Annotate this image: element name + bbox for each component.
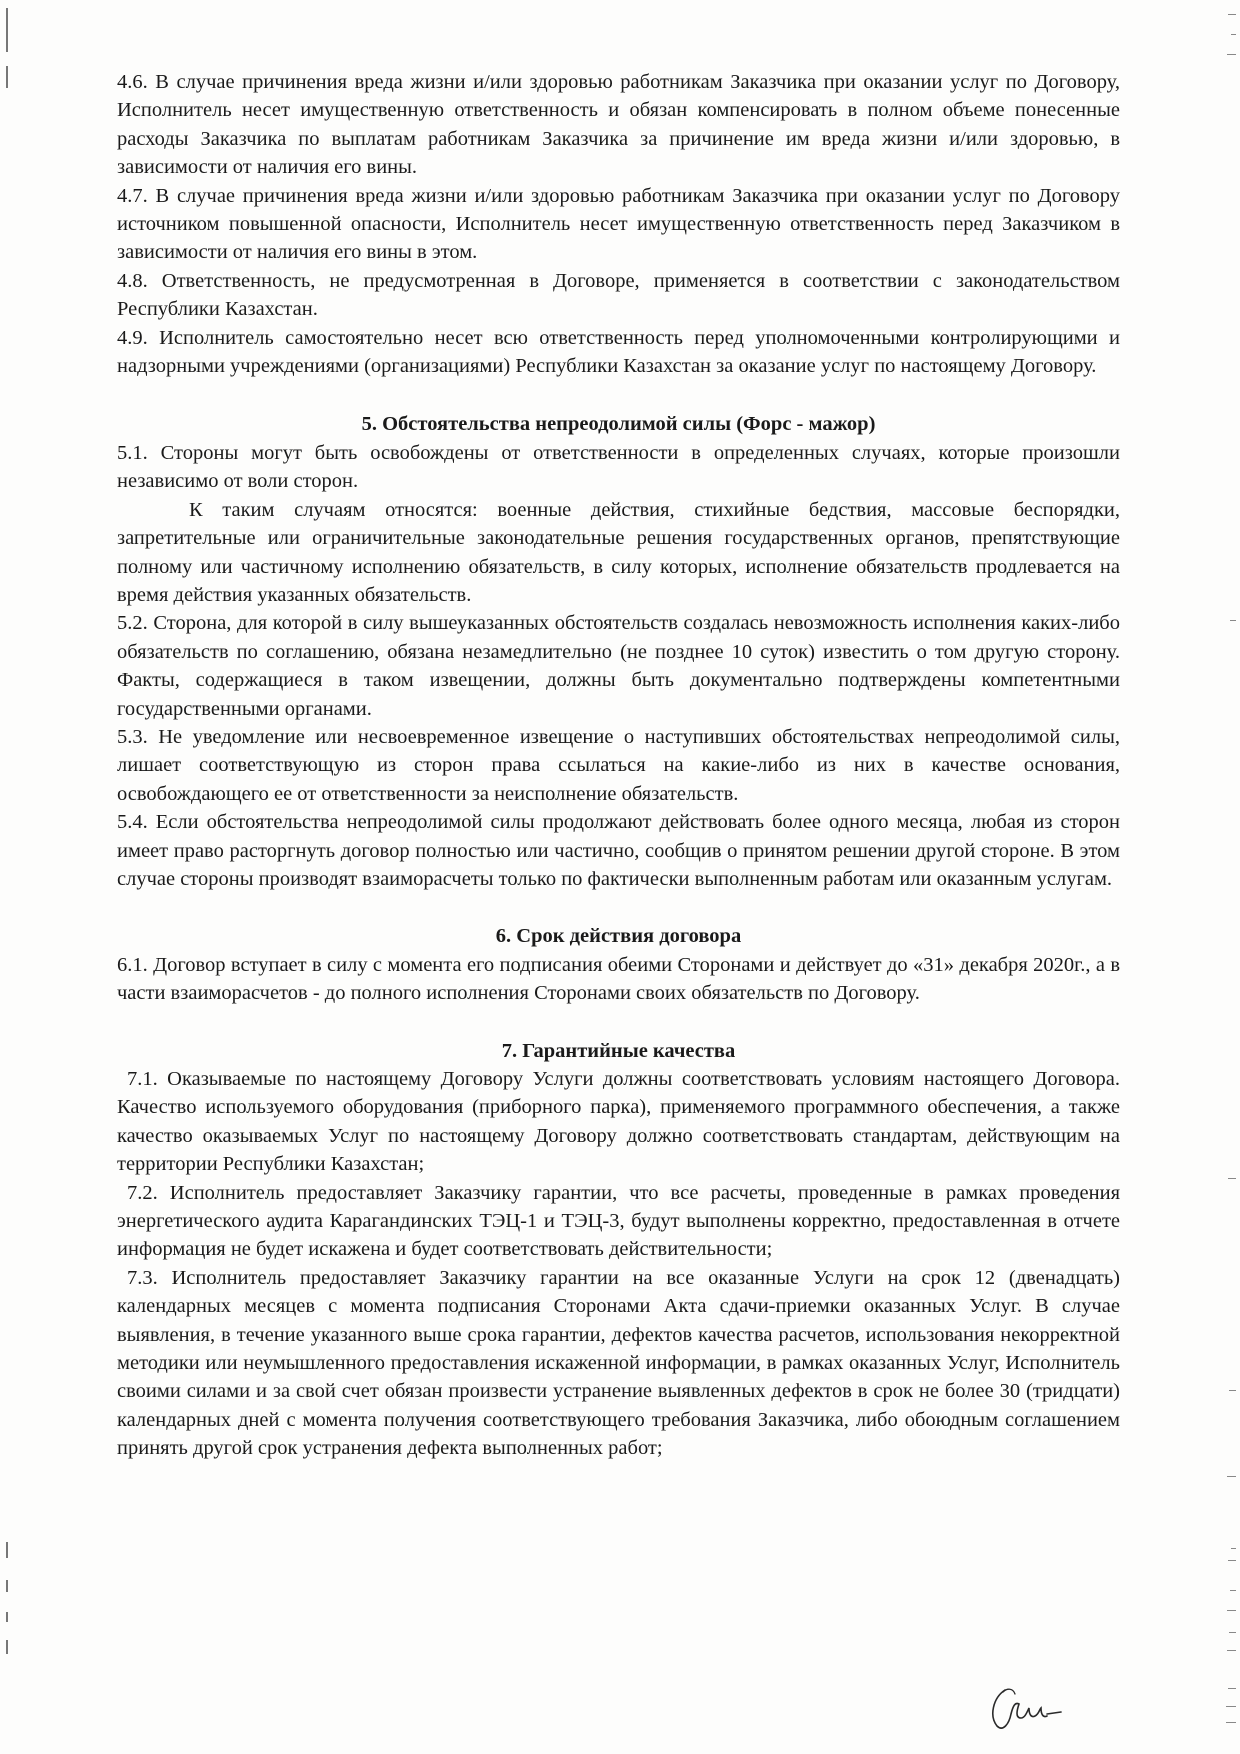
- document-body: [117, 68, 1120, 1463]
- clause-5-1-cases: К таким случаям относятся: военные действия, стихийные бедствия, массовые беспорядки, запретительные или ограничительные законодательные решения государственных органов, препятствующие полному или частичному исполнению обязательств, в силу которых, исполнение обязательств продлевается на время действия указанных обязательств.: [117, 498, 1120, 606]
- clause-6-1: 6.1. Договор вступает в силу с момента его подписания обеими Сторонами и действует до «31» декабря 2020г., а в части взаиморасчетов - до полного исполнения Сторонами своих обязательств по Договору.: [117, 953, 1120, 1005]
- section-5-heading: 5. Обстоятельства непреодолимой силы (Форс - мажор): [361, 413, 876, 436]
- clause-5-2: 5.2. Сторона, для которой в силу вышеуказанных обстоятельств создалась невозможность исполнения каких-либо обязательств по соглашению, обязана незамедлительно (не позднее 10 суток) известить о том другую сторону. Факты, содержащиеся в таком извещении, должны быть документально подтверждены компетентными государственными органами.: [117, 612, 1120, 720]
- scan-edge-right: [1222, 0, 1236, 1754]
- clause-4-8: 4.8. Ответственность, не предусмотренная в Договоре, применяется в соответствии с законодательством Республики Казахстан.: [117, 269, 1120, 321]
- section-7-heading: 7. Гарантийные качества: [501, 1039, 736, 1062]
- clause-4-7: 4.7. В случае причинения вреда жизни и/или здоровью работникам Заказчика при оказании услуг по Договору источником повышенной опасности, Исполнитель несет имущественную ответственность перед Заказчиком в зависимости от наличия его вины в этом.: [117, 184, 1120, 264]
- clause-5-4: 5.4. Если обстоятельства непреодолимой силы продолжают действовать более одного месяца, любая из сторон имеет право расторгнуть договор полностью или частично, сообщив о принятом решении другой стороне. В этом случае стороны производят взаиморасчеты только по фактически выполненным работам или оказанным услугам.: [117, 811, 1120, 890]
- clause-7-2: 7.2. Исполнитель предоставляет Заказчику гарантии, что все расчеты, проведенные в рамках проведения энергетического аудита Карагандинских ТЭЦ-1 и ТЭЦ-3, будут выполнены корректно, предоставленная в отчете информация не будет искажена и будет соответствовать действительности;: [117, 1181, 1120, 1261]
- clause-4-9: 4.9. Исполнитель самостоятельно несет всю ответственность перед уполномоченными контролирующими и надзорными учреждениями (организациями) Республики Казахстан за оказание услуг по настоящему Договору.: [117, 326, 1120, 378]
- signature-initials: [985, 1684, 1065, 1734]
- clause-7-3: 7.3. Исполнитель предоставляет Заказчику гарантии на все оказанные Услуги на срок 12 (двенадцать) календарных месяцев с момента подписания Сторонами Акта сдачи-приемки оказанных Услуг. В случае выявления, в течение указанного выше срока гарантии, дефектов качества расчетов, использования некорректной методики или неумышленного предоставления искаженной информации, в рамках оказанных Услуг, Исполнитель своими силами и за свой счет обязан произвести устранение выявленных дефектов в срок не более 30 (тридцати) календарных дней с момента получения соответствующего требования Заказчика, либо обоюдным соглашением принять другой срок устранения дефекта выполненных работ;: [117, 1266, 1120, 1460]
- clause-4-6: 4.6. В случае причинения вреда жизни и/или здоровью работникам Заказчика при оказании услуг по Договору, Исполнитель несет имущественную ответственность и обязан компенсировать в полном объеме понесенные расходы Заказчика по выплатам работникам Заказчика за причинение им вреда жизни и/или здоровью, в зависимости от наличия его вины.: [117, 71, 1120, 179]
- section-6-heading: 6. Срок действия договора: [495, 925, 742, 948]
- clause-5-1: 5.1. Стороны могут быть освобождены от ответственности в определенных случаях, которые произошли независимо от воли сторон.: [117, 441, 1120, 493]
- clause-7-1: 7.1. Оказываемые по настоящему Договору Услуги должны соответствовать условиям настоящего Договора. Качество используемого оборудования (приборного парка), применяемого программного обеспечения, а также качество оказываемых Услуг по настоящему Договору должно соответствовать стандартам, действующим на территории Республики Казахстан;: [117, 1068, 1120, 1176]
- scan-edge-left: [6, 0, 9, 1754]
- clause-5-3: 5.3. Не уведомление или несвоевременное извещение о наступивших обстоятельствах непреодолимой силы, лишает соответствующую из сторон права ссылаться на какие-либо из них в качестве основания, освобождающего ее от ответственности за неисполнение обязательств.: [117, 725, 1120, 805]
